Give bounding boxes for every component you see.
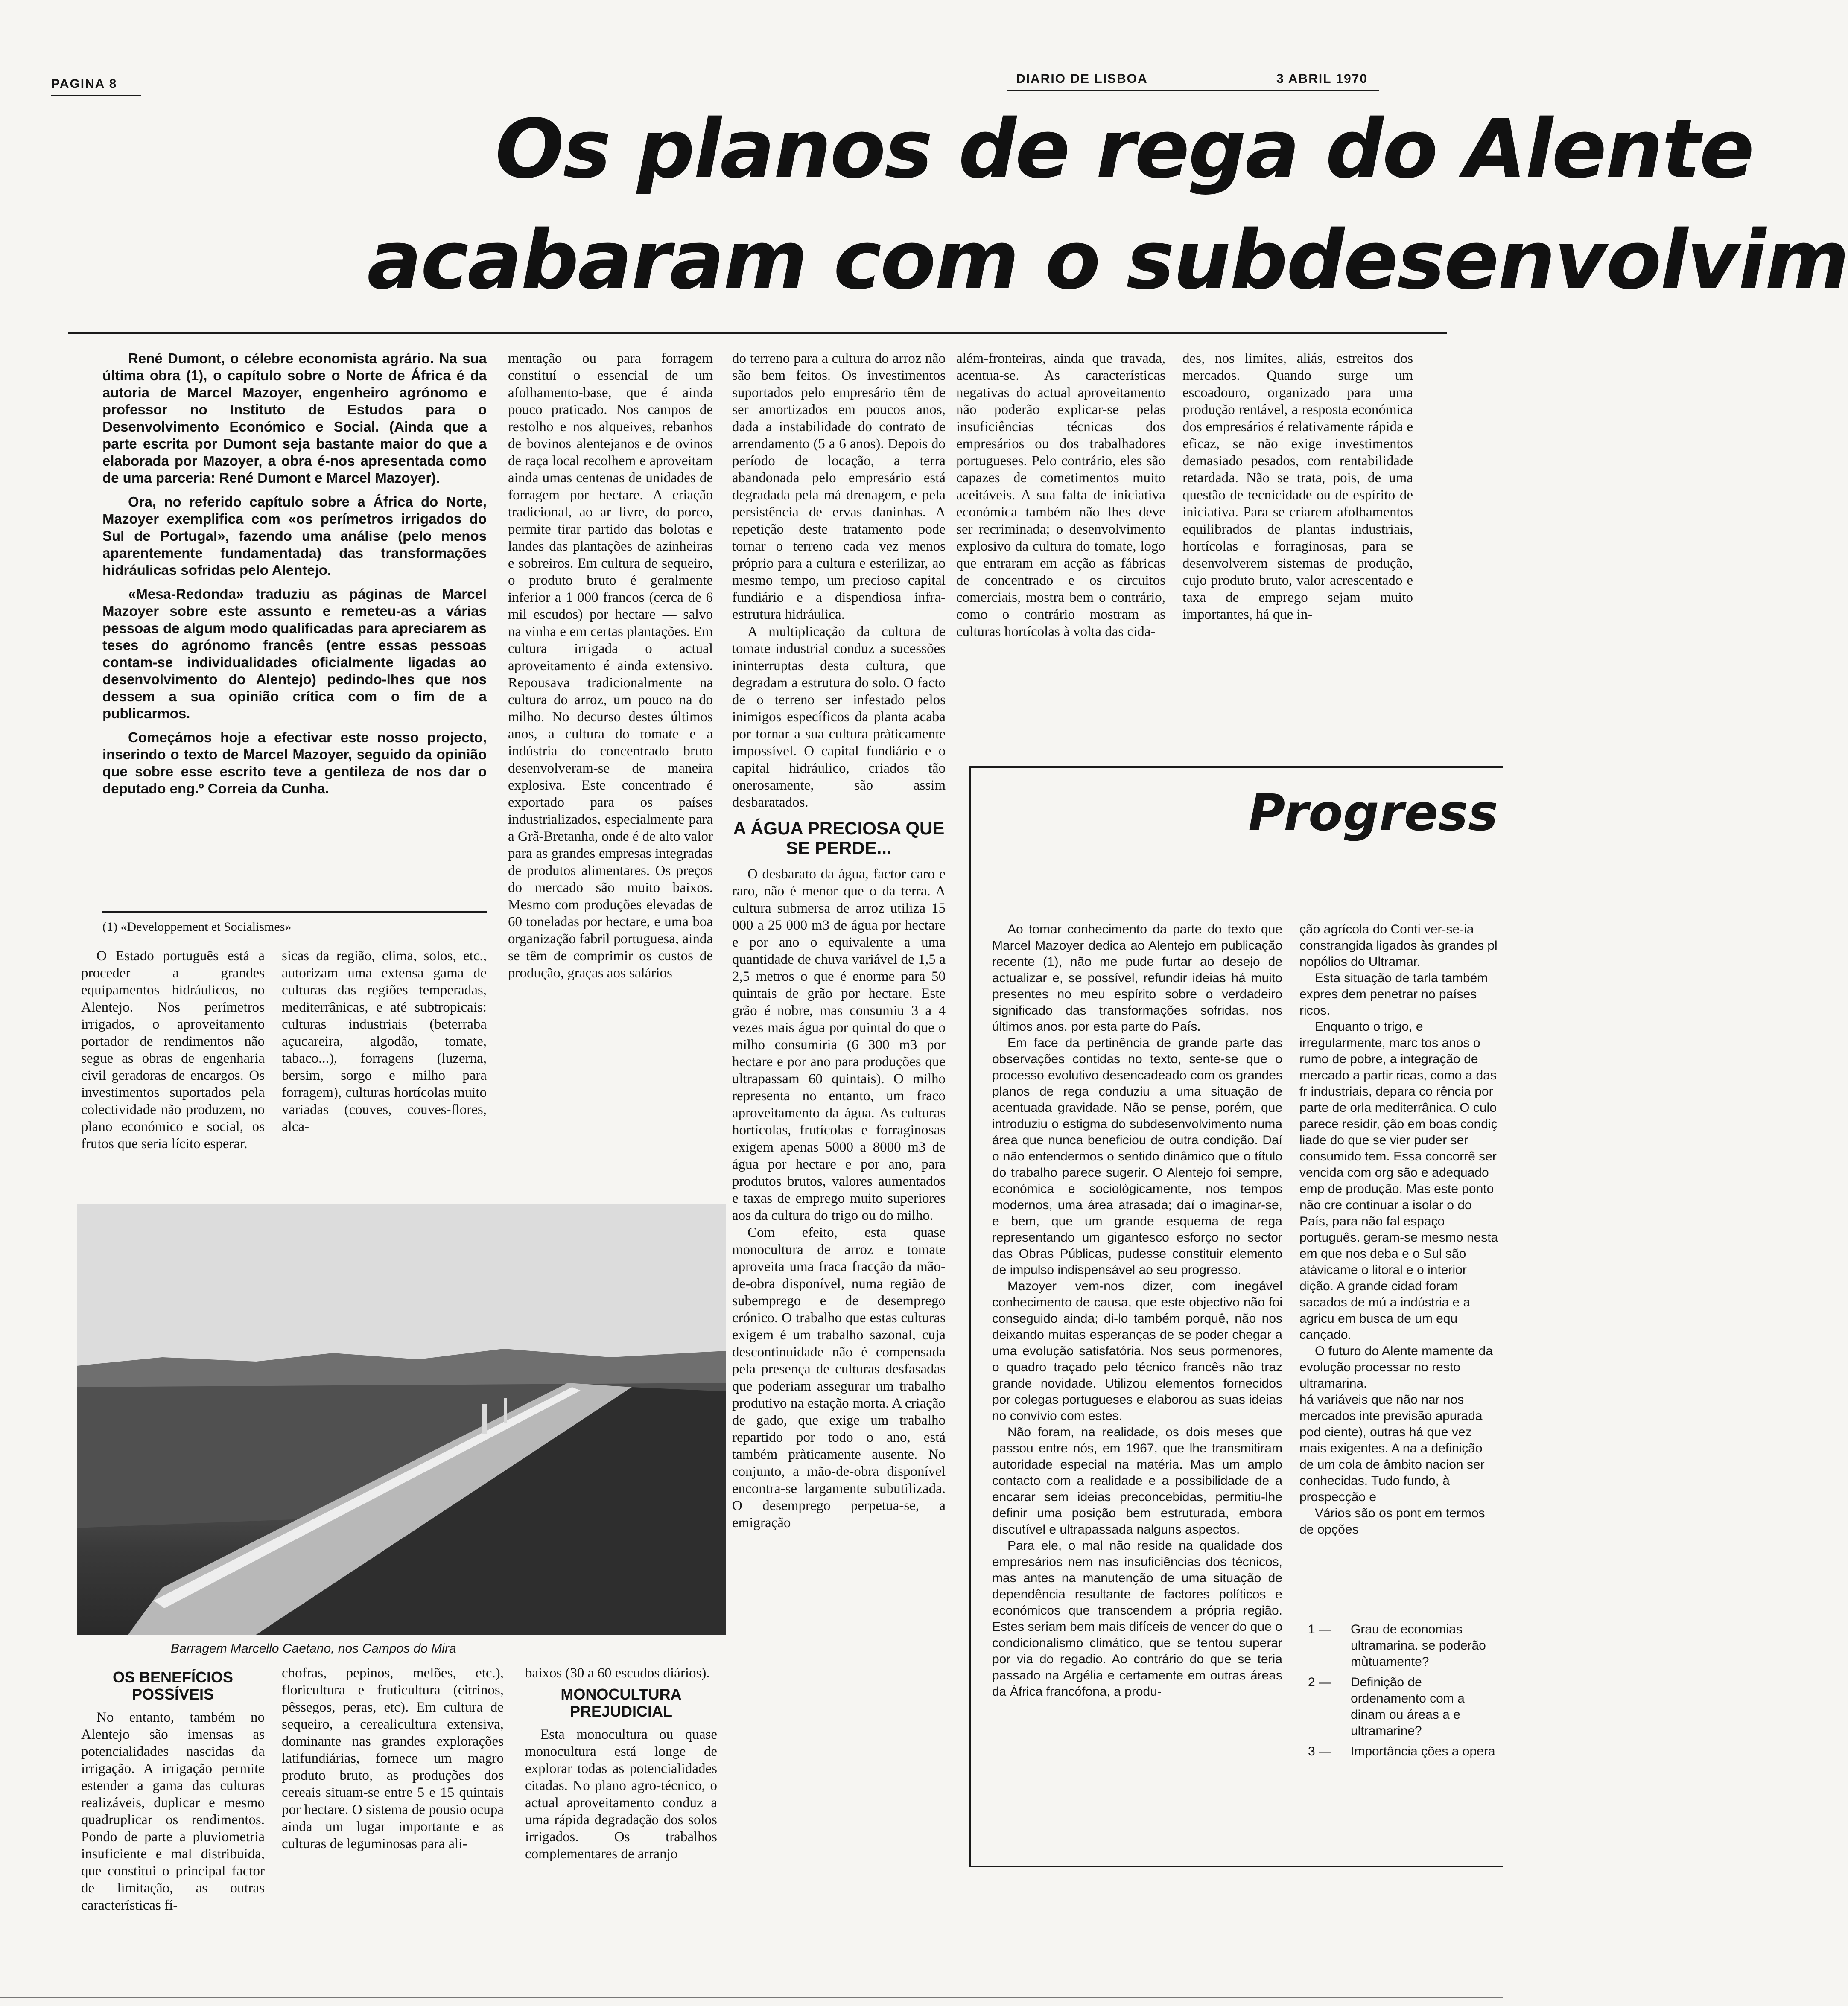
headline-rule — [68, 332, 1447, 334]
list-item — [1308, 1674, 1500, 1739]
box-paragraph: O futuro do Alente mamente da evolução processar no resto ultramarina. — [1299, 1344, 1493, 1391]
list-text: Importância ções a opera — [1351, 1744, 1495, 1758]
article-column — [1182, 350, 1413, 751]
box-title: Progress — [1248, 783, 1498, 842]
box-paragraph: Vários são os pont em termos de opções — [1299, 1506, 1485, 1537]
box-paragraph: ção agrícola do Conti ver-se-ia constrangida ligados às grandes pl nopólios do Ultramar. — [1299, 922, 1498, 969]
article-paragraph: Com efeito, esta quase monocultura de arroz e tomate aproveita uma fraca fracção da mão-de-obra disponível, numa região de subemprego e de desemprego crónico. O trabalho que estas culturas exigem é um trabalho sazonal, cuja descontinuidade não é compensada pela presença de culturas desfasadas que poderiam assegurar um trabalho produtivo na estação morta. A criação de gado, que exige um trabalho repartido por todo o ano, está também pràticamente ausente. No conjunto, a mão-de-obra disponível encontra-se largamente subutilizada. O desemprego perpetua-se, a emigração — [732, 1225, 946, 1531]
article-column — [508, 350, 713, 1199]
list-number: 2 — — [1308, 1675, 1332, 1689]
article-column — [282, 948, 487, 1187]
article-paragraph: Esta monocultura ou quase monocultura está longe de explorar todas as potencialidades citadas. No plano agro-técnico, o actual aproveitamento conduz a uma rápida degradação dos solos irrigados. Os trabalhos complementares de arranjo — [525, 1727, 717, 1862]
article-paragraph: A multiplicação da cultura de tomate industrial conduz a sucessões ininterruptas desta cultura, que degradam a estrutura do solo. O facto de o terreno ser infestado pelos inimigos específicos da planta acaba por tornar a sua cultura pràticamente impossível. O capital fundiário e o capital hidráulico, criados tão onerosamente, são assim desbaratados. — [732, 624, 946, 810]
box-paragraph: Enquanto o trigo, e irregularmente, marc tos anos o rumo de pobre, a integração de mercado a partir ricas, como a das fr industriais, depara co rência por parte de orla mediterrânica. O culo parece residir, ção em boas condiç liade do que se vier puder ser consumido tem. Essa concorrê ser vencida com org são e adequado emp de produção. Mas este ponto não cre continuar a isolar o do País, para não fal espaço português. geram-se mesmo nesta em que nos deba e o Sul são atávicame o litoral e o interior dição. A grande cidad foram sacados de mú a indústria e a agricu em busca de um equ cançado. — [1299, 1020, 1498, 1342]
article-column — [282, 1665, 504, 1989]
box-paragraph: Para ele, o mal não reside na qualidade dos empresários nem nas insuficiências dos técnicos, mas antes na manutenção de uma situação de dependência resultante de factores políticos e económicos que transcendem a própria região. Estes seriam bem mais difíceis de vencer do que o condicionalismo climático, que se tentou superar por via do regadio. Ao contrário do que se teria passado na Argélia e certamente em outras áreas da África francófona, a produ- — [992, 1539, 1282, 1699]
article-column — [732, 350, 946, 1985]
article-column — [81, 948, 265, 1187]
headline-line-1: Os planos de rega do Alente — [495, 102, 1753, 196]
section-heading: A ÁGUA PRECIOSA QUE SE PERDE... — [733, 818, 945, 858]
article-paragraph: além-fronteiras, ainda que travada, acentua-se. As características negativas do actual aproveitamento não poderão explicar-se pelas insuficiências técnicas dos empresários ou dos trabalhadores portugueses. Pelo contrário, eles são capazes de cometimentos muito aceitáveis. A sua falta de iniciativa económica também não lhes deve ser recriminada; o desenvolvimento explosivo da cultura do tomate, logo que entraram em acção as fábricas de concentrado e os circuitos comerciais, mostra bem o contrário, como o contrário mostram as culturas hortícolas à volta das cida- — [956, 351, 1165, 639]
box-paragraph: Não foram, na realidade, os dois meses que passou entre nós, em 1967, que lhe transmitiram autoridade especial na matéria. Mas um amplo contacto com a realidade e a possibilidade de a encarar sem ideias preconcebidas, permitiu-lhe definir uma posição bem estruturada, embora discutível e ultrapassada nalguns aspectos. — [992, 1425, 1282, 1537]
box-column — [1299, 921, 1500, 1613]
list-item — [1308, 1621, 1500, 1670]
box-paragraph: Esta situação de tarla também expres dem penetrar no países ricos. — [1299, 971, 1488, 1018]
box-paragraph: Mazoyer vem-nos dizer, com inegável conhecimento de causa, que este objectivo não foi conseguido ainda; di-lo também porquê, não nos deixando muitas esperanças de se poder chegar a uma evolução satisfatória. Nos seus pormenores, o quadro traçado pelo técnico francês não traz grande novidade. Utilizou elementos fornecidos por colegas portugueses e elaborou as suas ideias no convívio com estes. — [992, 1279, 1282, 1423]
boxed-article — [969, 766, 1503, 1867]
masthead-rule — [1007, 90, 1379, 91]
article-paragraph: baixos (30 a 60 escudos diários). — [525, 1665, 710, 1681]
article-paragraph: sicas da região, clima, solos, etc., autorizam uma extensa gama de culturas das regiões temperadas, mediterrânicas, e até subtropicais: culturas industriais (beterraba açucareira, algodão, tomate, tabaco...), forragens (luzerna, bersim, sorgo e milho para forragem), culturas hortícolas muito variadas (couves, couves-flores, alca- — [282, 948, 487, 1134]
photo-caption: Barragem Marcello Caetano, nos Campos do Mira — [171, 1642, 456, 1656]
list-number: 3 — — [1308, 1744, 1332, 1758]
page-label: PAGINA 8 — [51, 77, 117, 91]
box-paragraph: Ao tomar conhecimento da parte do texto que Marcel Mazoyer dedica ao Alentejo em publicação recente (1), não me pude furtar ao desejo de actualizar e, se possível, refundir ideias há muito presentes no meu espírito sobre o verdadeiro significado das transformações sofridas, nos últimos anos, por esta parte do País. — [992, 922, 1282, 1034]
bottom-rule — [0, 1997, 1503, 1998]
article-paragraph: No entanto, também no Alentejo são imensas as potencialidades nascidas da irrigação. A irrigação permite estender a gama das culturas realizáveis, duplicar e mesmo quadruplicar os rendimentos. Pondo de parte a pluviometria insuficiente e mal distribuída, que constitui o principal factor de limitação, as outras características fí- — [81, 1710, 265, 1913]
box-list — [1308, 1621, 1500, 1760]
list-number: 1 — — [1308, 1622, 1332, 1636]
article-paragraph: O Estado português está a proceder a grandes equipamentos hidráulicos, no Alentejo. Nos perímetros irrigados, o aproveitamento portador de rendimentos não segue as obras de engenharia civil geradoras de encargos. Os investimentos suportados pela colectividade não produzem, no plano económico e social, os frutos que seria lícito esperar. — [81, 948, 265, 1152]
section-heading: MONOCULTURA PREJUDICIAL — [561, 1685, 682, 1720]
box-column — [992, 921, 1282, 1860]
article-paragraph: mentação ou para forragem constituí o essencial de um afolhamento-base, que é ainda pouco praticado. Nos campos de restolho e nos alqueives, rebanhos de bovinos alentejanos e de ovinos de raça local recolhem e aproveitam ainda umas centenas de unidades de forragem por hectare. A criação tradicional, ao ar livre, do porco, permite tirar partido das bolotas e landes das plantações de azinheiras e sobreiros. Em cultura de sequeiro, o produto bruto é geralmente inferior a 1 000 francos (cerca de 6 mil escudos) por hectare — salvo na vinha e em certas plantações. Em cultura irrigada o actual aproveitamento é ainda extensivo. Repousava tradicionalmente na cultura do arroz, um pouco na do milho. No decurso destes últimos anos, a cultura do tomate e a indústria do concentrado bruto desenvolveram-se de maneira explosiva. Este concentrado é exportado para os países industrializados, especialmente para a Grã-Bretanha, onde é de alto valor para as grandes empresas integradas de produtos alimentares. Os preços do mercado são muito baixos. Mesmo com produções elevadas de 60 toneladas por hectare, e uma boa organização fabril portuguesa, ainda se têm de comprimir os custos de produção, graças aos salários — [508, 351, 713, 981]
list-text: Definição de ordenamento com a dinam ou áreas a e ultramarine? — [1351, 1675, 1465, 1738]
box-paragraph: há variáveis que não nar nos mercados inte previsão apurada pod ciente), outras há que vez mais exigentes. A na a definição de um cola de âmbito nacion ser conhecidas. Tudo fundo, à prospecção e — [1299, 1393, 1485, 1504]
headline-line-2: acabaram com o subdesenvolvim — [367, 213, 1848, 307]
article-column — [956, 350, 1165, 751]
article-paragraph: do terreno para a cultura do arroz não são bem feitos. Os investimentos suportados pelo empresário têm de ser amortizados em poucos anos, dada a instabilidade do contrato de arrendamento (5 a 6 anos). Depois do período de locação, a terra abandonada pelo empresário está degradada pela má drenagem, e pela persistência de ervas daninhas. A repetição deste tratamento pode tornar o terreno cada vez menos próprio para a cultura e esterilizar, ao mesmo tempo, um precioso capital fundiário e a dispendiosa infra-estrutura hidráulica. — [732, 351, 946, 622]
article-paragraph: O desbarato da água, factor caro e raro, não é menor que o da terra. A cultura submersa de arroz utiliza 15 000 a 25 000 m3 de água por hectare e por ano o equivalente a uma quantidade de chuva variável de 1,5 a 2,5 metros o que é enorme para 50 quintais de grão por hectare. Este grão é nobre, mas consumiu 3 a 4 vezes mais água por quintal do que o milho consumiria (6 300 m3 por hectare e por ano para produções que ultrapassam 60 quintais). O milho representa no entanto, um fraco aproveitamento da água. As culturas hortícolas, frutícolas e forraginosas exigem apenas 5000 a 8000 m3 de água por hectare e por ano, para produtos brutos, valores aumentados e taxas de emprego muito superiores aos da cultura do trigo ou do milho. — [732, 866, 946, 1223]
footnote: (1) «Developpement et Socialismes» — [102, 920, 292, 934]
issue-date: 3 ABRIL 1970 — [1276, 72, 1368, 86]
article-column — [525, 1665, 717, 1989]
header-rule — [51, 95, 141, 96]
article-paragraph: des, nos limites, aliás, estreitos dos mercados. Quando surge um escoadouro, organizado para uma produção rentável, a resposta económica dos empresários é relativamente rápida e eficaz, se não exige investimentos demasiado pesados, com rentabilidade retardada. Não se trata, pois, de uma questão de tecnicidade ou de espírito de iniciativa. Para se criarem afolhamentos equilibrados de plantas industriais, hortícolas e forraginosas, para se desenvolverem sistemas de produção, cujo produto bruto, valor acrescentado e taxa de emprego sejam muito importantes, há que in- — [1182, 351, 1413, 622]
intro-paragraph: Ora, no referido capítulo sobre a África do Norte, Mazoyer exemplifica com «os perímetros irrigados do Sul de Portugal», fazendo uma análise (pelo menos aparentemente fundamentada) das transformações hidráulicas sofridas pelo Alentejo. — [102, 494, 487, 578]
intro-rule — [102, 911, 487, 913]
section-heading: OS BENEFÍCIOS POSSÍVEIS — [112, 1668, 234, 1703]
intro-text — [102, 350, 487, 913]
article-column — [81, 1665, 265, 1989]
dam-photo — [77, 1204, 726, 1635]
intro-paragraph: René Dumont, o célebre economista agrário. Na sua última obra (1), o capítulo sobre o Norte de África é da autoria de Marcel Mazoyer, engenheiro agrónomo e professor no Instituto de Estudos para o Desenvolvimento Económico e Social. (Ainda que a parte escrita por Dumont seja bastante maior do que a elaborada por Mazoyer, a obra é-nos apresentada como de uma parceria: René Dumont e Marcel Mazoyer). — [102, 350, 487, 486]
intro-paragraph: «Mesa-Redonda» traduziu as páginas de Marcel Mazoyer sobre este assunto e remeteu-as a várias pessoas de algum modo qualificadas para apreciarem as teses do agrónomo francês (entre essas pessoas contam-se individualidades oficialmente ligadas ao desenvolvimento do Alentejo) pedindo-lhes que nos dessem a sua opinião crítica com o fim de a publicarmos. — [102, 586, 487, 721]
article-paragraph: chofras, pepinos, melões, etc.), floricultura e fruticultura (citrinos, pêssegos, peras, etc). Em cultura de sequeiro, a cerealicultura extensiva, dominante nas grandes explorações latifundiárias, fornece um magro produto bruto, as produções dos cereais situam-se entre 5 e 15 quintais por hectare. O sistema de pousio ocupa ainda um lugar importante e as culturas de leguminosas para ali- — [282, 1665, 504, 1851]
box-paragraph: Em face da pertinência de grande parte das observações contidas no texto, sente-se que o processo evolutivo desencadeado com os grandes planos de rega conduziu a uma situação de acentuada gravidade. Não se pense, porém, que introduziu o estigma do subdesenvolvimento numa área que nunca beneficiou de outra condição. Daí o não entendermos o sentido dinâmico que o título do trabalho parece sugerir. O Alentejo foi sempre, económica e sociològicamente, nos tempos modernos, uma área atrasada; daí o imaginar-se, e bem, que um grande esquema de rega representando um gigantesco esforço no sector das Obras Públicas, pudesse constituir elemento de impulso indispensável ao seu progresso. — [992, 1036, 1282, 1277]
list-item — [1308, 1744, 1500, 1760]
intro-paragraph: Começámos hoje a efectivar este nosso projecto, inserindo o texto de Marcel Mazoyer, seguido da opinião que sobre esse escrito teve a gentileza de nos dar o deputado eng.º Correia da Cunha. — [102, 729, 487, 796]
list-text: Grau de economias ultramarina. se poderão mùtuamente? — [1351, 1622, 1486, 1669]
newspaper-name: DIARIO DE LISBOA — [1016, 72, 1148, 86]
dam-photo-illustration — [77, 1204, 726, 1635]
